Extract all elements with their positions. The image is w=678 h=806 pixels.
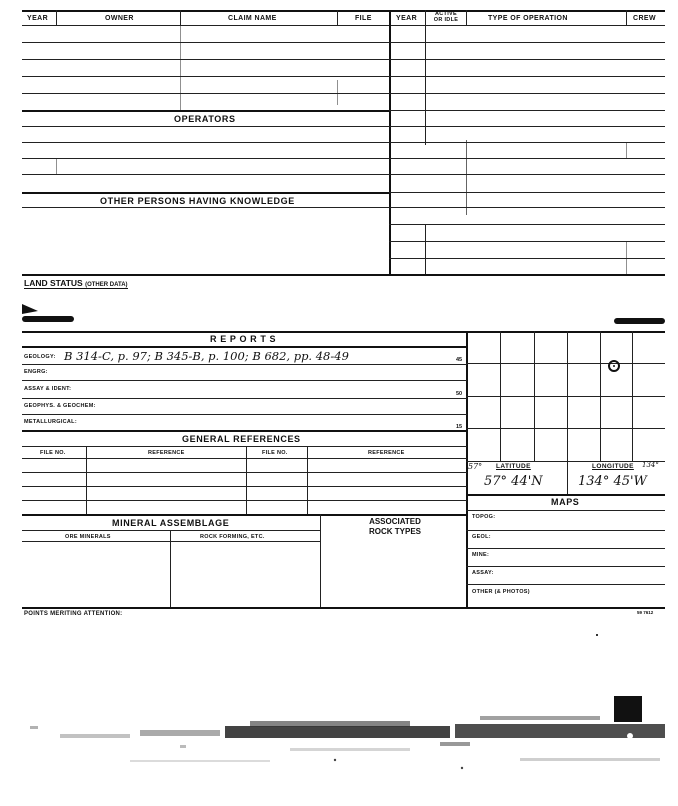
grid-row <box>466 396 665 397</box>
report-label-metallurgical: METALLURGICAL: <box>24 419 77 425</box>
row-line <box>22 380 467 381</box>
lat-prefix: 57° <box>468 462 483 471</box>
scan-noise <box>0 690 678 780</box>
report-num: 15 <box>456 424 463 430</box>
row-line <box>389 126 665 127</box>
row-line <box>22 42 389 43</box>
form-code: 59 7612 <box>637 610 654 615</box>
row-line <box>389 59 665 60</box>
header-owner: OWNER <box>105 15 134 22</box>
row-line <box>22 158 389 159</box>
genref-col-file-no-2: FILE NO. <box>262 450 288 456</box>
row-line <box>389 224 665 225</box>
header-year-2: YEAR <box>396 15 418 22</box>
sep <box>180 10 181 25</box>
mineral-sep <box>170 530 171 607</box>
grid-row <box>466 363 665 364</box>
row-line <box>22 398 467 399</box>
header-active-or-idle: ACTIVE OR IDLE <box>433 11 459 23</box>
row-line <box>22 486 467 487</box>
reports-title: R E P O R T S <box>210 334 277 344</box>
genref-col-reference-1: REFERENCE <box>148 450 185 456</box>
faint-sep <box>337 80 338 105</box>
reports-underline <box>22 346 467 348</box>
genref-sep <box>86 446 87 514</box>
header-claim-name: CLAIM NAME <box>228 15 277 22</box>
genref-col-reference-2: REFERENCE <box>368 450 405 456</box>
row-line <box>389 258 665 259</box>
latlon-sep <box>567 461 568 494</box>
header-crew: CREW <box>633 15 656 22</box>
longitude-label: LONGITUDE <box>592 463 634 470</box>
report-label-geology: GEOLOGY: <box>24 354 56 360</box>
latlon-bottom-line <box>466 494 665 496</box>
header-file: FILE <box>355 15 372 22</box>
row-line <box>389 192 665 193</box>
reports-top-line <box>22 331 665 333</box>
row-line <box>22 142 389 143</box>
report-value-geology: B 314-C, p. 97; B 345-B, p. 100; B 682, pp. 48-49 <box>64 349 349 363</box>
row-line <box>389 207 665 208</box>
row-line <box>389 142 665 143</box>
row-line <box>22 76 389 77</box>
row-line <box>389 110 665 111</box>
map-row-other: OTHER (& PHOTOS) <box>472 589 530 595</box>
land-status-label: LAND STATUS <box>24 278 83 288</box>
ore-minerals-label: ORE MINERALS <box>65 534 111 540</box>
faint-sep <box>180 25 181 110</box>
map-row-geol: GEOL: <box>472 534 491 540</box>
faint-sep <box>56 158 57 174</box>
map-row-topog: TOPOG: <box>472 514 496 520</box>
row-line <box>389 241 665 242</box>
sep <box>337 10 338 25</box>
mineral-header-line <box>22 541 320 542</box>
sep <box>466 10 467 25</box>
row-line <box>466 548 665 549</box>
latitude-value: 57° 44'N <box>484 474 543 489</box>
maps-underline <box>466 510 665 511</box>
genref-sep <box>246 446 247 514</box>
row-line <box>389 42 665 43</box>
row-line <box>389 158 665 159</box>
latitude-label: LATITUDE <box>496 463 531 470</box>
mineral-assemblage-title: MINERAL ASSEMBLAGE <box>112 518 230 528</box>
report-label-engrg: ENGRG: <box>24 369 48 375</box>
maps-title: MAPS <box>551 497 580 507</box>
operators-title: OPERATORS <box>174 114 236 124</box>
land-status-sub: (OTHER DATA) <box>85 282 128 288</box>
other-persons-top-line <box>22 192 389 194</box>
mineral-underline <box>22 530 320 531</box>
row-line <box>466 566 665 567</box>
sep <box>425 10 426 25</box>
genref-sep <box>307 446 308 514</box>
map-row-assay: ASSAY: <box>472 570 494 576</box>
faint-sep <box>626 241 627 274</box>
report-label-geophys: GEOPHYS. & GEOCHEM: <box>24 403 96 409</box>
genref-header-line <box>22 458 467 459</box>
genref-bottom-line <box>22 514 467 516</box>
other-persons-underline <box>22 207 389 208</box>
report-num: 45 <box>456 357 463 363</box>
row-line <box>22 472 467 473</box>
points-meriting-attention: POINTS MERITING ATTENTION: <box>24 611 123 617</box>
grid-row <box>466 428 665 429</box>
faint-sep <box>626 142 627 158</box>
year-col-line <box>425 25 426 145</box>
header-year: YEAR <box>27 15 49 22</box>
longitude-note: 134° <box>642 461 659 469</box>
row-line <box>22 59 389 60</box>
operators-top-line <box>22 110 389 112</box>
row-line <box>22 364 467 365</box>
general-references-title: GENERAL REFERENCES <box>182 434 301 444</box>
row-line <box>22 414 467 415</box>
longitude-value: 134° 45'W <box>578 474 647 489</box>
row-line <box>389 93 665 94</box>
speck <box>596 634 598 636</box>
lower-bottom-line <box>22 607 665 609</box>
genref-underline <box>22 446 467 447</box>
row-line <box>22 93 389 94</box>
rock-forming-label: ROCK FORMING, ETC. <box>200 534 265 540</box>
row-line <box>389 174 665 175</box>
row-line <box>22 500 467 501</box>
header-type-of-operation: TYPE OF OPERATION <box>488 15 568 22</box>
marker-bar-right <box>614 318 665 324</box>
map-row-mine: MINE: <box>472 552 490 558</box>
associated-rock-types: ASSOCIATED ROCK TYPES <box>368 517 421 536</box>
upper-bottom-line <box>22 274 665 276</box>
top-border <box>22 10 665 12</box>
year-col-line <box>425 224 426 274</box>
reports-bottom-line <box>22 430 467 432</box>
land-status <box>24 278 128 289</box>
header-underline <box>22 25 665 26</box>
sep <box>626 10 627 25</box>
location-marker-icon <box>608 360 620 372</box>
row-line <box>466 530 665 531</box>
report-num: 50 <box>456 391 463 397</box>
mineral-sep <box>320 514 321 607</box>
grid-row <box>466 461 665 462</box>
report-label-assay: ASSAY & IDENT: <box>24 386 72 392</box>
row-line <box>466 584 665 585</box>
marker-arrow <box>22 302 82 324</box>
faint-sep <box>466 140 467 215</box>
genref-col-file-no-1: FILE NO. <box>40 450 66 456</box>
row-line <box>389 76 665 77</box>
operators-underline <box>22 126 389 127</box>
row-line <box>22 174 389 175</box>
other-persons-title: OTHER PERSONS HAVING KNOWLEDGE <box>100 196 295 206</box>
sep <box>56 10 57 25</box>
